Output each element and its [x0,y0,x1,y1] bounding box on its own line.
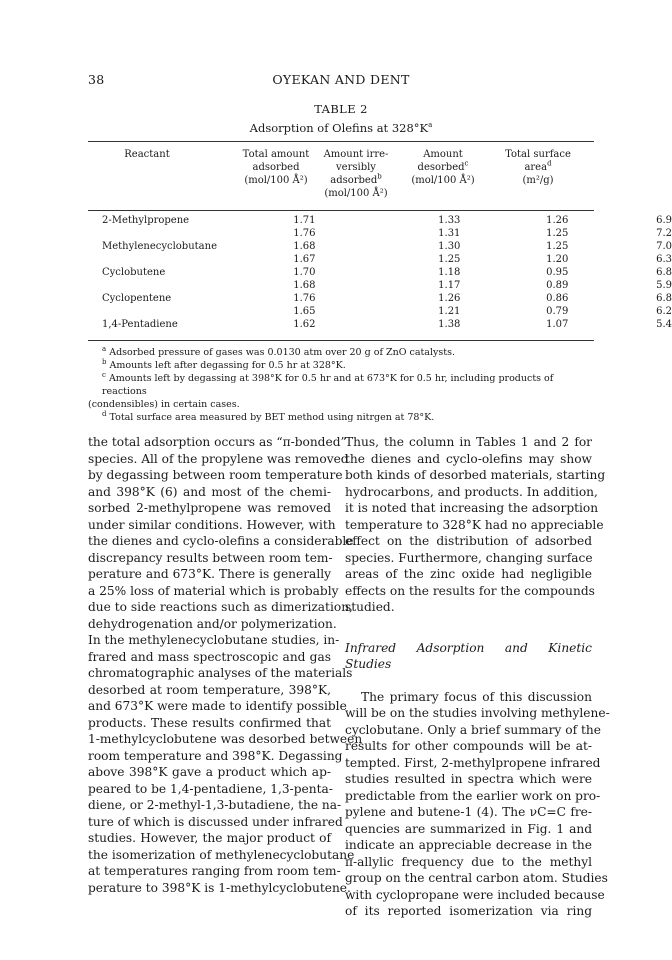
text-line: Thus, the column in Tables 1 and 2 for [345,435,592,449]
text-line: and 673°K were made to identify possible [88,699,347,713]
text-line: room temperature and 398°K. Degassing [88,748,343,763]
running-head [88,72,594,90]
reactant-cell [102,227,241,240]
footnote-mark: c [102,370,106,379]
text-line: both kinds of desorbed materials, starting [345,468,606,482]
text-line: it is noted that increasing the adsorption [345,501,599,515]
text-line: group on the central carbon atom. Studies [345,871,608,885]
total-adsorbed-cell: 1.67 [293,254,316,265]
footnote-mark: d [102,409,107,418]
irreversibly-adsorbed-cell: 1.38 [438,319,461,330]
column-header-line: Amount [423,149,463,160]
column-header [486,148,590,187]
column-header-line: (m²/g) [522,175,554,186]
irreversibly-adsorbed-cell: 1.25 [438,254,461,265]
text-line: peared to be 1,4-pentadiene, 1,3-penta- [88,781,333,796]
text-line: quencies are summarized in Fig. 1 and [345,821,592,836]
text-line: temperature to 328°K had no appreciable [345,517,604,532]
text-line: frared and mass spectroscopic and gas [88,649,331,664]
table-caption-note: a [428,121,433,130]
text-line: the total adsorption occurs as “π-bonded” [88,435,347,449]
text-line: due to side reactions such as dimerization, [88,600,353,614]
surface-area-cell: 7.0 [656,241,672,252]
column-header-line: versibly [336,162,376,173]
table-caption-text: Adsorption of Olefins at 328°K [249,121,429,135]
column-header-line: Amount irre- [323,149,389,160]
text-line: cyclobutane. Only a brief summary of the [345,722,601,737]
text-line: species. All of the propylene was removed [88,451,349,466]
desorbed-cell: 1.07 [546,319,569,330]
irreversibly-adsorbed-cell: 1.18 [438,267,461,278]
text-line: of its reported isomerization via ring [345,904,592,918]
desorbed-cell: 0.86 [546,293,569,304]
table-row [102,253,672,266]
surface-area-cell: 6.3 [656,254,672,265]
text-line: at temperatures ranging from room tem- [88,864,341,878]
column-header-line: adsorbed [252,162,300,173]
text-line: with cyclopropane were included because [345,887,605,902]
desorbed-cell: 1.26 [546,215,569,226]
table-header-rule [88,210,594,211]
body-right-column [345,434,610,920]
body-left-column [88,434,363,896]
total-adsorbed-cell: 1.68 [293,280,316,291]
text-line: In the methylenecyclobutane studies, in- [88,633,340,647]
text-line: hydrocarbons, and products. In addition, [345,484,598,499]
column-header-line: (mol/100 Å²) [244,175,308,186]
reactant-cell: 1,4-Pentadiene [102,319,178,330]
text-line: a 25% loss of material which is probably [88,583,339,598]
text-line: studies resulted in spectra which were [345,772,592,786]
column-header [88,148,206,161]
total-adsorbed-cell: 1.62 [293,319,316,330]
desorbed-cell: 1.20 [546,254,569,265]
total-adsorbed-cell: 1.70 [293,267,316,278]
text-line: discrepancy results between room tem- [88,550,333,565]
footnote-line: (condensibles) in certain cases. [88,399,240,410]
text-line: effect on the distribution of adsorbed [345,534,592,548]
text-line: results for other compounds will be at- [345,739,592,753]
irreversibly-adsorbed-cell: 1.17 [438,280,461,291]
text-line: predictable from the earlier work on pro- [345,788,601,803]
column-header-line: desorbed$^c$ [417,159,469,173]
table-label: TABLE 2 [314,102,368,116]
desorbed-cell: 0.89 [546,280,569,291]
column-header-line: adsorbed$^b$ [330,172,382,186]
text-line: above 398°K gave a product which ap- [88,765,331,779]
adsorption-table [102,214,672,331]
reactant-cell: Methylenecyclobutane [102,241,217,252]
column-header-line: Reactant [124,149,170,160]
reactant-cell: 2-Methylpropene [102,215,190,226]
table-row [102,305,672,318]
irreversibly-adsorbed-cell: 1.31 [438,228,461,239]
table-row [102,279,672,292]
footnote-line: $^d$ Total surface area measured by BET method using nitrgen at 78°K. [102,409,435,423]
table-row [102,214,672,227]
footnote-line: $^b$ Amounts left after degassing for 0.5 hr at 328°K. [102,357,346,371]
text-line: pylene and butene-1 (4). The νC=C fre- [345,805,592,819]
column-header-line: (mol/100 Å²) [324,188,388,199]
running-title: OYEKAN AND DENT [272,72,410,87]
text-line: The primary focus of this discussion [361,689,592,704]
text-line: desorbed at room temperature, 398°K, [88,682,331,697]
text-line: areas of the zinc oxide had negligible [345,567,592,581]
text-line: the dienes and cyclo-olefins a considerable [88,534,354,548]
text-line: ture of which is discussed under infrared [88,814,343,829]
surface-area-cell: 5.4 [656,319,672,330]
text-line: will be on the studies involving methylene- [345,706,610,720]
reactant-cell: Cyclopentene [102,293,172,304]
surface-area-cell: 5.9 [656,280,672,291]
column-header-line: Total amount [242,149,310,160]
total-adsorbed-cell: 1.65 [293,306,316,317]
text-line: the dienes and cyclo-olefins may show [345,451,592,466]
table-row [102,292,672,305]
column-header [310,148,402,200]
surface-area-cell: 6.9 [656,215,672,226]
desorbed-cell: 0.95 [546,267,569,278]
footnote-mark: b [102,357,107,366]
irreversibly-adsorbed-cell: 1.30 [438,241,461,252]
desorbed-cell: 1.25 [546,241,569,252]
page-number: 38 [88,72,105,87]
surface-area-cell: 7.2 [656,228,672,239]
text-line: perature and 673°K. There is generally [88,567,331,581]
text-line: diene, or 2-methyl-1,3-butadiene, the na- [88,798,342,812]
column-header-line: area$^d$ [524,159,552,173]
right-paragraph-2 [345,689,610,920]
reactant-cell [102,305,241,318]
text-line: products. These results confirmed that [88,715,331,730]
table-caption [88,121,594,135]
total-adsorbed-cell: 1.68 [293,241,316,252]
table-row [102,266,672,279]
text-line: the isomerization of methylenecyclobutane [88,847,355,862]
table-bottom-rule [88,340,594,341]
footnote-line: $^c$ Amounts left by degassing at 398°K for 0.5 hr and at 673°K for 0.5 hr, including products of reactions [102,370,554,397]
column-header-line: Total surface [505,149,571,160]
text-line: under similar conditions. However, with [88,517,336,532]
surface-area-cell: 6.8 [656,267,672,278]
column-header-note: b [377,172,382,181]
text-line: perature to 398°K is 1-methylcyclobutene. [88,880,351,895]
table-footnotes [88,346,594,424]
table-top-rule [88,141,594,142]
text-line: π-allylic frequency due to the methyl [345,854,592,869]
text-line: indicate an appreciable decrease in the [345,838,592,852]
text-line: effects on the results for the compounds [345,583,595,598]
text-line: studied. [345,600,395,614]
text-line: and 398°K (6) and most of the chemi- [88,484,331,499]
total-adsorbed-cell: 1.76 [293,228,316,239]
text-line: 1-methylcyclobutene was desorbed between [88,732,363,746]
column-header-note: d [547,159,552,168]
text-line: dehydrogenation and/or polymerization. [88,616,337,631]
total-adsorbed-cell: 1.76 [293,293,316,304]
table-row [102,240,672,253]
desorbed-cell: 0.79 [546,306,569,317]
surface-area-cell: 6.2 [656,306,672,317]
footnote-line: $^a$ Adsorbed pressure of gases was 0.0130 atm over 20 g of ZnO catalysts. [102,344,455,358]
text-line: studies. However, the major product of [88,831,331,845]
section-heading: Infrared Adsorption and Kinetic Studies [345,640,592,671]
table-row [102,318,672,331]
total-adsorbed-cell: 1.71 [293,215,316,226]
table-row [102,227,672,240]
text-line: sorbed 2-methylpropene was removed [88,501,331,515]
column-header [398,148,488,187]
text-line: by degassing between room temperature [88,468,343,482]
footnote-mark: a [102,344,107,353]
column-header-line: (mol/100 Å²) [411,175,475,186]
column-header-note: c [464,159,469,168]
irreversibly-adsorbed-cell: 1.26 [438,293,461,304]
text-line: chromatographic analyses of the materials [88,666,353,680]
irreversibly-adsorbed-cell: 1.33 [438,215,461,226]
reactant-cell: Cyclobutene [102,267,166,278]
surface-area-cell: 6.8 [656,293,672,304]
desorbed-cell: 1.25 [546,228,569,239]
reactant-cell [102,279,241,292]
text-line: tempted. First, 2-methylpropene infrared [345,755,601,770]
irreversibly-adsorbed-cell: 1.21 [438,306,461,317]
reactant-cell [102,253,241,266]
text-line: species. Furthermore, changing surface [345,550,593,565]
right-paragraph-1 [345,434,606,616]
